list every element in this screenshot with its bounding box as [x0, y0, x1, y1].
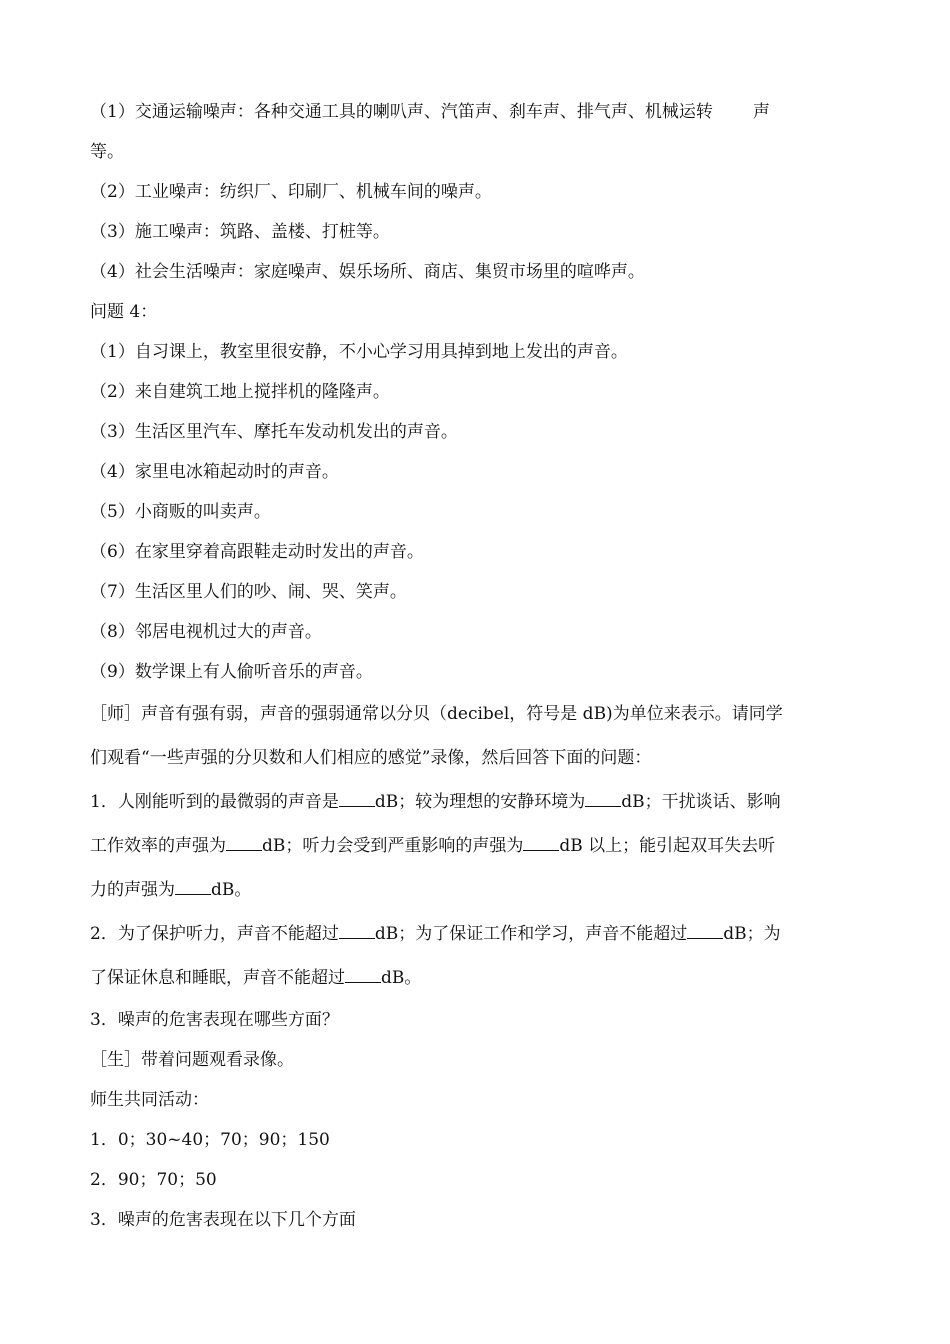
question-4-heading: [90, 292, 860, 332]
text-line-construction-noise: [90, 212, 860, 252]
question-line: [90, 824, 860, 868]
text-line: [90, 132, 860, 172]
line-tail: 声: [752, 102, 770, 122]
line-text: dB；为了保证工作和学习，声音不能超过: [374, 924, 688, 944]
line-text: dB。: [381, 968, 422, 988]
text-line-industrial-noise: [90, 172, 860, 212]
list-item: [90, 412, 860, 452]
line-text: （7）生活区里人们的吵、闹、哭、笑声。: [90, 582, 407, 602]
line-text: （6）在家里穿着高跟鞋走动时发出的声音。: [90, 542, 424, 562]
line-text: （3）施工噪声：筑路、盖楼、打桩等。: [90, 222, 390, 242]
line-text: （4）家里电冰箱起动时的声音。: [90, 462, 339, 482]
line-text: ［师］声音有强有弱，声音的强弱通常以分贝（decibel，符号是 dB)为单位来表示。请同学: [90, 704, 783, 724]
line-text: 2．90；70；50: [90, 1170, 217, 1190]
list-item: [90, 492, 860, 532]
line-text: 问题 4：: [90, 302, 158, 322]
answer-blank: [345, 968, 381, 983]
line-text: dB；干扰谈话、影响: [621, 792, 781, 812]
line-text: （8）邻居电视机过大的声音。: [90, 622, 322, 642]
line-text: （1）交通运输噪声：各种交通工具的喇叭声、汽笛声、刹车声、排气声、机械运转: [90, 102, 713, 122]
line-text: （9）数学课上有人偷听音乐的声音。: [90, 662, 373, 682]
line-text: dB；较为理想的安静环境为: [374, 792, 586, 812]
line-text: 3．噪声的危害表现在哪些方面？: [90, 1010, 339, 1030]
list-item: [90, 572, 860, 612]
answer-line: [90, 1120, 860, 1160]
answer-line: [90, 1200, 860, 1240]
list-item: [90, 652, 860, 692]
line-text: 2．为了保护听力，声音不能超过: [90, 924, 339, 944]
teacher-paragraph-line: [90, 692, 860, 736]
line-text: dB；为: [723, 924, 781, 944]
teacher-paragraph-line: [90, 736, 860, 780]
answer-line: [90, 1160, 860, 1200]
question-line: [90, 868, 860, 912]
line-text: （2）来自建筑工地上搅拌机的隆隆声。: [90, 382, 390, 402]
activity-heading: [90, 1080, 860, 1120]
line-text: 1．人刚能听到的最微弱的声音是: [90, 792, 339, 812]
line-text: 了保证休息和睡眠，声音不能超过: [90, 968, 345, 988]
line-text: （1）自习课上，教室里很安静，不小心学习用具掉到地上发出的声音。: [90, 342, 628, 362]
list-item: [90, 532, 860, 572]
question-line: [90, 912, 860, 956]
line-text: 师生共同活动：: [90, 1090, 209, 1110]
line-text: （5）小商贩的叫卖声。: [90, 502, 271, 522]
line-text: 等。: [90, 142, 124, 162]
line-text: （3）生活区里汽车、摩托车发动机发出的声音。: [90, 422, 458, 442]
answer-blank: [175, 880, 211, 895]
question-line: [90, 780, 860, 824]
document-page: [90, 92, 860, 1240]
answer-blank: [226, 836, 262, 851]
student-line: [90, 1040, 860, 1080]
line-text: 3．噪声的危害表现在以下几个方面: [90, 1210, 356, 1230]
line-text: 力的声强为: [90, 880, 175, 900]
question-line: [90, 1000, 860, 1040]
answer-blank: [339, 924, 375, 939]
line-text: （2）工业噪声：纺织厂、印刷厂、机械车间的噪声。: [90, 182, 492, 202]
line-text: ［生］带着问题观看录像。: [90, 1050, 294, 1070]
text-line-social-noise: [90, 252, 860, 292]
list-item: [90, 452, 860, 492]
answer-blank: [585, 792, 621, 807]
line-text: dB 以上；能引起双耳失去听: [559, 836, 776, 856]
line-text: dB。: [211, 880, 252, 900]
line-text: 1．0；30~40；70；90；150: [90, 1130, 330, 1150]
list-item: [90, 332, 860, 372]
line-text: 工作效率的声强为: [90, 836, 226, 856]
line-text: dB；听力会受到严重影响的声强为: [262, 836, 524, 856]
text-line-traffic-noise: [90, 92, 860, 132]
answer-blank: [687, 924, 723, 939]
list-item: [90, 612, 860, 652]
line-text: 们观看“一些声强的分贝数和人们相应的感觉”录像，然后回答下面的问题：: [90, 748, 652, 768]
list-item: [90, 372, 860, 412]
line-text: （4）社会生活噪声：家庭噪声、娱乐场所、商店、集贸市场里的喧哗声。: [90, 262, 645, 282]
answer-blank: [523, 836, 559, 851]
answer-blank: [339, 792, 375, 807]
question-line: [90, 956, 860, 1000]
